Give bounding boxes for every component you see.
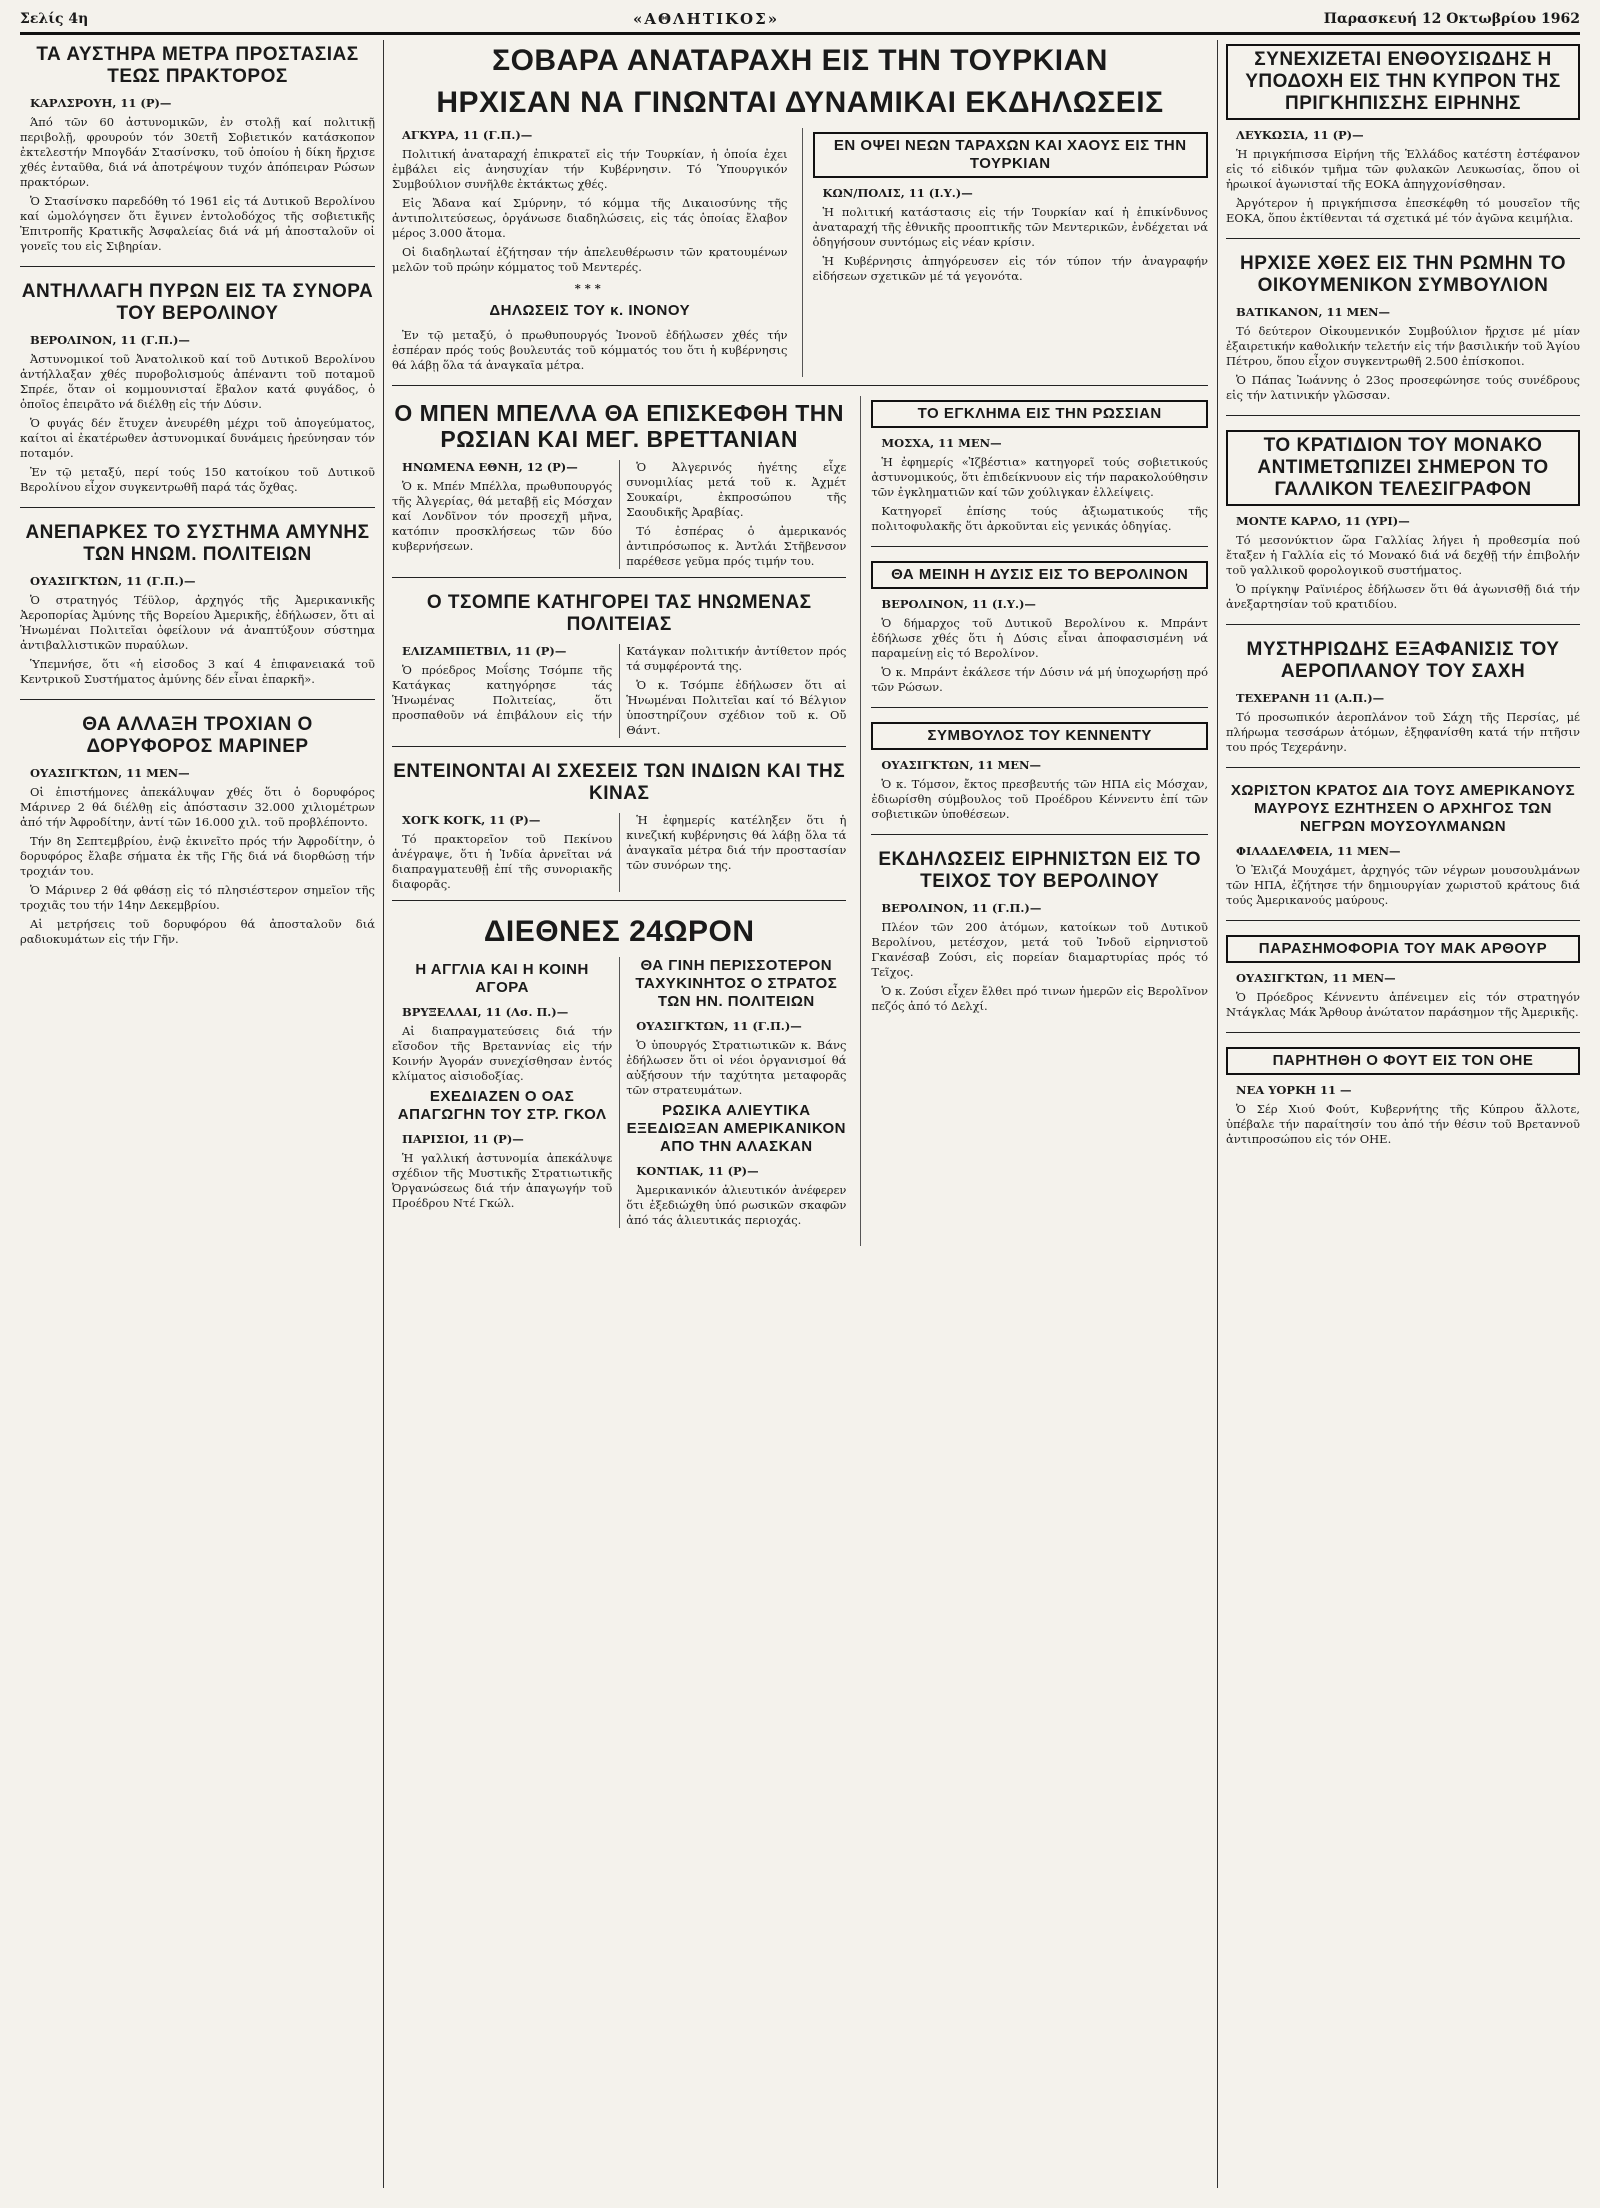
dateline: ΠΑΡΙΣΙΟΙ, 11 (Ρ)— — [402, 1132, 524, 1146]
paragraph: Τό μεσονύκτιον ὥρα Γαλλίας λήγει ἡ προθεσμία πού ἔταξεν ἡ Γαλλία εἰς τό Μονακό διά νά δεχθῇ τήν ἐπιβολήν τοῦ γαλλικοῦ φορολογικοῦ συστήματος. — [1226, 533, 1580, 577]
paragraph: Ἡ πολιτική κατάστασις εἰς τήν Τουρκίαν καί ἡ ἐπικίνδυνος ἀναταραχή τῆς ἐθνικῆς προοπτικῆς τῶν Μεντερικῶν, ἐνδέχεται νά ὁδηγήσουν συντόμως εἰς νέαν κρίσιν. — [812, 205, 1208, 249]
paragraph: Ὁ πρίγκηψ Ραϊνιέρος ἐδήλωσεν ὅτι θά ἀγωνισθῇ διά τήν ἀνεξαρτησίαν τοῦ κρατιδίου. — [1226, 582, 1580, 611]
headline: ΔΗΛΩΣΕΙΣ ΤΟΥ κ. ΙΝΟΝΟΥ — [489, 302, 691, 319]
article-black-muslims — [1226, 778, 1580, 921]
dateline: ΟΥΑΣΙΓΚΤΩΝ, 11 (Γ.Π.)— — [636, 1019, 802, 1033]
article-karlsruhe — [20, 40, 375, 267]
paragraph: Ὁ Πάπας Ἰωάννης ὁ 23ος προσεφώνησε τούς συνέδρους εἰς τήν λατινικήν γλῶσσαν. — [1226, 373, 1580, 402]
section-world-24h — [392, 911, 846, 1236]
dateline: ΟΥΑΣΙΓΚΤΩΝ, 11 ΜΕΝ— — [881, 758, 1042, 772]
article-india-china — [392, 757, 846, 901]
paragraph: Ἀστυνομικοί τοῦ Ἀνατολικοῦ καί τοῦ Δυτικοῦ Βερολίνου ἀντήλλαξαν χθές πυροβολισμούς ἀπέναντι τοῦ ποταμοῦ Σπρέε, ὅταν οἱ κομμουνισταί ἔβαλον κατά φυγάδος, ὁ ὁποῖος ἐπειρᾶτο νά διέλθῃ εἰς τήν Δύσιν. — [20, 352, 375, 411]
left-column — [20, 40, 375, 2188]
dateline: ΕΛΙΖΑΜΠΕΤΒΙΛ, 11 (Ρ)— — [402, 644, 567, 658]
headline: ΑΝΕΠΑΡΚΕΣ ΤΟ ΣΥΣΤΗΜΑ ΑΜΥΝΗΣ ΤΩΝ ΗΝΩΜ. ΠΟΛΙΤΕΙΩΝ — [25, 522, 370, 565]
section-title: ΔΙΕΘΝΕΣ 24ΩΡΟΝ — [483, 915, 755, 948]
paragraph: Ὁ κ. Μπέν Μπέλλα, πρωθυπουργός τῆς Ἀλγερίας, θά μεταβῇ εἰς Μόσχαν καί Λονδῖνον τόν προσεχῆ μῆνα, κατόπιν προσκλήσεως τῶν δύο κυβερνήσεων. — [392, 479, 613, 553]
center-columns — [392, 40, 1208, 2188]
paragraph: Ὁ κ. Τσόμπε ἐδήλωσεν ὅτι αἱ Ἡνωμέναι Πολιτεῖαι καί τό Βέλγιον ὑποστηρίζουν σχέδιον τοῦ κ. Οὔ Θάντ. — [626, 678, 847, 737]
issue-date: Παρασκευή 12 Οκτωβρίου 1962 — [1323, 11, 1580, 27]
headline: ΤΑ ΑΥΣΤΗΡΑ ΜΕΤΡΑ ΠΡΟΣΤΑΣΙΑΣ ΤΕΩΣ ΠΡΑΚΤΟΡΟΣ — [36, 44, 359, 87]
dateline: ΚΟΝΤΙΑΚ, 11 (Ρ)— — [636, 1164, 759, 1178]
paragraph: Τό προσωπικόν ἀεροπλάνον τοῦ Σάχη τῆς Περσίας, μέ πλήρωμα τεσσάρων ἀτόμων, ἐξηφανίσθη κατά τήν πτῆσιν του πρός Τεχεράνην. — [1226, 710, 1580, 754]
headline: ΣΥΜΒΟΥΛΟΣ ΤΟΥ ΚΕΝΝΕΝΤΥ — [871, 722, 1208, 750]
paragraph: Ὁ στρατηγός Τέϋλορ, ἀρχηγός τῆς Ἀμερικανικῆς Ἀεροπορίας Ἀμύνης τῆς Βορείου Ἀμερικῆς, ἐδήλωσεν, ὅτι αἱ Ἡνωμέναι Πολιτεῖαι ὀφείλουν νά ἀναπτύξουν σύστημα ἀντιβαλλιστικῶν πυραύλων. — [20, 593, 375, 652]
article-us-defense — [20, 518, 375, 700]
paragraph: Ὁ Στασίνσκυ παρεδόθη τό 1961 εἰς τά Δυτικοῦ Βερολίνου καί ὡμολόγησεν ὅτι ἔγινεν ἐντολοδόχος τῆς σοβιετικῆς Ἐπιτροπῆς Κρατικῆς Ἀσφαλείας διά νά μή ἀποσταλοῦν οἱ γονεῖς του εἰς Σιβηρίαν. — [20, 194, 375, 253]
dateline: ΒΡΥΞΕΛΛΑΙ, 11 (Λσ. Π.)— — [402, 1005, 569, 1019]
headline: ΠΑΡΑΣΗΜΟΦΟΡΙΑ ΤΟΥ ΜΑΚ ΑΡΘΟΥΡ — [1226, 935, 1580, 963]
article-berlin-fire — [20, 277, 375, 508]
dateline: ΦΙΛΑΔΕΛΦΕΙΑ, 11 ΜΕΝ— — [1236, 844, 1401, 858]
article-ecumenical-council — [1226, 249, 1580, 416]
page-number: Σελίς 4η — [20, 11, 89, 27]
paragraph: Εἰς Ἄδανα καί Σμύρνην, τό κόμμα τῆς Δικαιοσύνης τῆς ἀντιπολιτεύσεως, ὀργάνωσε διαδηλώσεις, εἰς τάς ὁποίας ἔλαβον μέρος 3.000 ἄτομα. — [392, 196, 788, 240]
article-west-berlin — [871, 557, 1208, 708]
column-rule — [383, 40, 384, 2188]
paragraph: Πολιτική ἀναταραχή ἐπικρατεῖ εἰς τήν Τουρκίαν, ἡ ὁποία ἐχει ἐμβάλει εἰς ἀνησυχίαν τήν Κυβέρνησιν. Τό Ὑπουργικόν Συμβούλιον συνῆλθε ἐκτάκτως χθές. — [392, 147, 788, 191]
headline: ΜΥΣΤΗΡΙΩΔΗΣ ΕΞΑΦΑΝΙΣΙΣ ΤΟΥ ΑΕΡΟΠΛΑΝΟΥ ΤΟΥ ΣΑΧΗ — [1246, 639, 1560, 682]
paragraph: Ἀμερικανικόν ἁλιευτικόν ἀνέφερεν ὅτι ἐξεδιώχθη ὑπό ρωσικῶν σκαφῶν ἀπό τάς ἁλιευτικάς περιοχάς. — [626, 1183, 847, 1227]
dateline: ΒΕΡΟΛΙΝΟΝ, 11 (Ι.Υ.)— — [881, 597, 1036, 611]
dateline: ΚΩΝ/ΠΟΛΙΣ, 11 (Ι.Υ.)— — [822, 186, 973, 200]
article-shah-plane — [1226, 635, 1580, 768]
headline: ΕΧΕΔΙΑΖΕΝ Ο ΟΑΣ ΑΠΑΓΩΓΗΝ ΤΟΥ ΣΤΡ. ΓΚΟΛ — [397, 1088, 607, 1123]
paragraph: Ἡ Κυβέρνησις ἀπηγόρευσεν εἰς τόν τύπον τήν ἀναγραφήν εἰδήσεων σχετικῶν μέ τά γεγονότα. — [812, 254, 1208, 283]
paragraph: Ὁ Σέρ Χιού Φούτ, Κυβερνήτης τῆς Κύπρου ἄλλοτε, ὑπέβαλε τήν παραίτησίν του ἀπό τήν θέσιν τοῦ Βρεταννοῦ ἀντιπροσώπου εἰς τόν ΟΗΕ. — [1226, 1102, 1580, 1146]
center-left-stack — [392, 396, 846, 1246]
article-cyprus-princess — [1226, 40, 1580, 239]
newspaper-title: «ΑΘΛΗΤΙΚΟΣ» — [632, 10, 780, 28]
dateline: ΧΟΓΚ ΚΟΓΚ, 11 (Ρ)— — [402, 813, 541, 827]
dateline: ΟΥΑΣΙΓΚΤΩΝ, 11 ΜΕΝ— — [1236, 971, 1396, 985]
column-rule — [1217, 40, 1218, 2188]
dateline: ΜΟΝΤΕ ΚΑΡΛΟ, 11 (ΥΡΙ)— — [1236, 514, 1410, 528]
paragraph: Οἱ διαδηλωταί ἐζήτησαν τήν ἀπελευθέρωσιν τῶν κρατουμένων μελῶν τοῦ πρώην κόμματος τοῦ Μεντερές. — [392, 245, 788, 274]
lead-story — [392, 128, 788, 377]
headline: ΕΚΔΗΛΩΣΕΙΣ ΕΙΡΗΝΙΣΤΩΝ ΕΙΣ ΤΟ ΤΕΙΧΟΣ ΤΟΥ ΒΕΡΟΛΙΝΟΥ — [878, 849, 1202, 892]
masthead — [20, 6, 1580, 35]
dateline: ΟΥΑΣΙΓΚΤΩΝ, 11 (Γ.Π.)— — [30, 574, 196, 588]
paragraph: Κατηγορεῖ ἐπίσης τούς ἀξιωματικούς τῆς πολιτοφυλακῆς ὅτι ἀρκοῦνται εἰς γενικάς ὁδηγίας. — [871, 504, 1208, 533]
dateline: ΑΓΚΥΡΑ, 11 (Γ.Π.)— — [402, 128, 533, 142]
paragraph: Ὁ κ. Ζούσι εἶχεν ἔλθει πρό τινων ἡμερῶν εἰς Βερολῖνον πεζός ἀπό τό Δελχί. — [871, 984, 1208, 1013]
paragraph: Ὁ κ. Μπράντ ἐκάλεσε τήν Δύσιν νά μή ὑποχωρήσῃ πρό τῶν Ρώσων. — [871, 665, 1208, 694]
paragraph: Αἱ διαπραγματεύσεις διά τήν εἴσοδον τῆς Βρεταννίας εἰς τήν Κοινήν Ἀγοράν συνεχίσθησαν ἐντός κλίματος αἰσιοδοξίας. — [392, 1024, 613, 1083]
dateline: ΚΑΡΛΣΡΟΥΗ, 11 (Ρ)— — [30, 96, 172, 110]
headline: ΘΑ ΜΕΙΝΗ Η ΔΥΣΙΣ ΕΙΣ ΤΟ ΒΕΡΟΛΙΝΟΝ — [871, 561, 1208, 589]
dateline: ΟΥΑΣΙΓΚΤΩΝ, 11 ΜΕΝ— — [30, 766, 190, 780]
article-peace-wall — [871, 845, 1208, 1026]
headline: ΠΑΡΗΤΗΘΗ Ο ΦΟΥΤ ΕΙΣ ΤΟΝ ΟΗΕ — [1226, 1047, 1580, 1075]
article-ben-bella — [392, 396, 846, 578]
paragraph: Ἡ γαλλική ἀστυνομία ἀπεκάλυψε σχέδιον τῆς Μυστικῆς Στρατιωτικῆς Ὀργανώσεως διά τήν ἀπαγωγήν τοῦ Προέδρου Ντέ Γκώλ. — [392, 1151, 613, 1210]
dateline: ΤΕΧΕΡΑΝΗ 11 (Α.Π.)— — [1236, 691, 1385, 705]
dateline: ΜΟΣΧΑ, 11 ΜΕΝ— — [881, 436, 1002, 450]
article-mariner — [20, 710, 375, 959]
paragraph: Οἱ ἐπιστήμονες ἀπεκάλυψαν χθές ὅτι ὁ δορυφόρος Μάρινερ 2 θά διέλθῃ εἰς ἀπόστασιν 32.000 χιλιομέτρων ἀπό τήν Ἀφροδίτην, ἀντί τῶν 16.000 χιλ. τοῦ προβλέποντο. — [20, 785, 375, 829]
dateline: ΒΑΤΙΚΑΝΟΝ, 11 ΜΕΝ— — [1236, 305, 1391, 319]
headline: ΣΥΝΕΧΙΖΕΤΑΙ ΕΝΘΟΥΣΙΩΔΗΣ Η ΥΠΟΔΟΧΗ ΕΙΣ ΤΗΝ ΚΥΠΡΟΝ ΤΗΣ ΠΡΙΓΚΗΠΙΣΣΗΣ ΕΙΡΗΝΗΣ — [1226, 44, 1580, 120]
article-tshombe — [392, 588, 846, 747]
paragraph: Ἐν τῷ μεταξύ, ὁ πρωθυπουργός Ἰνονοῦ ἐδήλωσεν χθές τήν ἐσπέραν πρός τούς βουλευτάς τοῦ κόμματός του ὅτι ἡ κυβέρνησις θά λάβῃ ὅλα τά ἀναγκαῖα μέτρα. — [392, 328, 788, 372]
dateline: ΒΕΡΟΛΙΝΟΝ, 11 (Γ.Π.)— — [30, 333, 190, 347]
paragraph: Ἡ ἐφημερίς «Ἰζβέστια» κατηγορεῖ τούς σοβιετικούς ἀστυνομικούς, ὅτι ἐπιδείκνυουν εἰς τήν παρακολούθησιν τῶν ἐγκληματιῶν καί τῶν χούλιγκαν ἐλλείψεις. — [871, 455, 1208, 499]
paragraph: Τό ἐσπέρας ὁ ἀμερικανός ἀντιπρόσωπος κ. Ἀντλάι Στῆβενσον παρέθεσε γεῦμα πρός τιμήν του. — [626, 524, 847, 568]
headline: ΘΑ ΓΙΝΗ ΠΕΡΙΣΣΟΤΕΡΟΝ ΤΑΧΥΚΙΝΗΤΟΣ Ο ΣΤΡΑΤΟΣ ΤΩΝ ΗΝ. ΠΟΛΙΤΕΙΩΝ — [635, 957, 838, 1010]
right-column — [1226, 40, 1580, 2188]
banner-headline-line1: ΣΟΒΑΡΑ ΑΝΑΤΑΡΑΧΗ ΕΙΣ ΤΗΝ ΤΟΥΡΚΙΑΝ — [492, 44, 1108, 77]
paragraph: Ὁ Ἀλγερινός ἡγέτης εἶχε συνομιλίας μετά τοῦ κ. Ἀχμέτ Σουκαίρι, ἐκπροσώπου τῆς Σαουδικῆς Ἀραβίας. — [626, 460, 847, 519]
dateline: ΒΕΡΟΛΙΝΟΝ, 11 (Γ.Π.)— — [881, 901, 1042, 915]
paragraph: Ἡ πριγκήπισσα Εἰρήνη τῆς Ἑλλάδος κατέστη ἐστέφανον εἰς τό εἰδικόν τμῆμα τῶν φυλακῶν Λευκωσίας, ὅπου οἱ ἡρωικοί ἀγωνισταί τῆς ΕΟΚΑ ἀπηγχονίσθησαν. — [1226, 147, 1580, 191]
separator: *** — [574, 281, 605, 295]
headline: Ο ΤΣΟΜΠΕ ΚΑΤΗΓΟΡΕΙ ΤΑΣ ΗΝΩΜΕΝΑΣ ΠΟΛΙΤΕΙΑΣ — [426, 592, 812, 635]
paragraph: Ἐν τῷ μεταξύ, περί τούς 150 κατοίκου τοῦ Δυτικοῦ Βερολίνου εἶχον συγκεντρωθῆ παρά τάς ὄχθας. — [20, 465, 375, 494]
article-crime-russia — [871, 396, 1208, 547]
paragraph: Αἱ μετρήσεις τοῦ δορυφόρου θά ἀποσταλοῦν διά ραδιοκυμάτων εἰς τήν Γῆν. — [20, 917, 375, 946]
article-kennedy-advisor — [871, 718, 1208, 835]
paragraph: Ὑπεμνήσε, ὅτι «ἡ εἰσοδος 3 καί 4 ἐπιφανειακά τοῦ Κεντρικοῦ Συστήματος ἀμύνης δέν εἶναι ἐπαρκῆ». — [20, 657, 375, 686]
headline: ΡΩΣΙΚΑ ΑΛΙΕΥΤΙΚΑ ΕΞΕΔΙΩΞΑΝ ΑΜΕΡΙΚΑΝΙΚΟΝ ΑΠΟ ΤΗΝ ΑΛΑΣΚΑΝ — [626, 1102, 846, 1155]
headline: Ο ΜΠΕΝ ΜΠΕΛΛΑ ΘΑ ΕΠΙΣΚΕΦΘΗ ΤΗΝ ΡΩΣΙΑΝ ΚΑΙ ΜΕΓ. ΒΡΕΤΤΑΝΙΑΝ — [394, 400, 844, 452]
paragraph: Ὁ Ἐλιζά Μουχάμετ, ἀρχηγός τῶν νέγρων μουσουλμάνων τῶν ΗΠΑ, ἐζήτησε τήν δημιουργίαν χωριστοῦ κράτους διά τούς Ἀμερικανούς μαύρους. — [1226, 863, 1580, 907]
article-turkey-lead — [392, 40, 1208, 386]
paragraph: Ὁ Μάρινερ 2 θά φθάσῃ εἰς τό πλησιέστερον σημεῖον τῆς τροχιᾶς του τήν 14ην Δεκεμβρίου. — [20, 883, 375, 912]
article-monaco — [1226, 426, 1580, 625]
paragraph: Ὁ φυγάς δέν ἔτυχεν ἀνευρέθη μέχρι τοῦ ἀπογεύματος, καίτοι αἱ ἐκατέρωθεν ἀστυνομικαί δυνάμεις ἠρεύνησαν τόν ποταμόν. — [20, 416, 375, 460]
headline: ΧΩΡΙΣΤΟΝ ΚΡΑΤΟΣ ΔΙΑ ΤΟΥΣ ΑΜΕΡΙΚΑΝΟΥΣ ΜΑΥΡΟΥΣ ΕΖΗΤΗΣΕΝ Ο ΑΡΧΗΓΟΣ ΤΩΝ ΝΕΓΡΩΝ ΜΟΥΣΟΥΛΜΑΝΩΝ — [1230, 782, 1576, 835]
headline: Η ΑΓΓΛΙΑ ΚΑΙ Η ΚΟΙΝΗ ΑΓΟΡΑ — [415, 961, 589, 996]
paragraph: Τό πρακτορεῖον τοῦ Πεκίνου ἀνέγραψε, ὅτι ἡ Ἰνδία ἀρνεῖται νά διαπραγματευθῇ ἐπί τῆς συνοριακῆς διαφορᾶς. — [392, 832, 613, 891]
sub-story — [802, 128, 1209, 377]
article-macarthur — [1226, 931, 1580, 1033]
paragraph: Τήν 8η Σεπτεμβρίου, ἐνῷ ἐκινεῖτο πρός τήν Ἀφροδίτην, ὁ δορυφόρος ἔλαβε σήματα ἐκ τῆς Γῆς διά νά διορθώσῃ τήν τροχιάν του. — [20, 834, 375, 878]
dateline: ΗΝΩΜΕΝΑ ΕΘΝΗ, 12 (Ρ)— — [402, 460, 578, 474]
paragraph: Τό δεύτερον Οἰκουμενικόν Συμβούλιον ἤρχισε μέ μίαν ἐξαιρετικήν καθολικήν τελετήν εἰς τήν βασιλικήν τοῦ Ἁγίου Πέτρου, ὅπου εἶχον συγκεντρωθῆ 2.500 ἐπίσκοποι. — [1226, 324, 1580, 368]
headline: ΑΝΤΗΛΛΑΓΗ ΠΥΡΩΝ ΕΙΣ ΤΑ ΣΥΝΟΡΑ ΤΟΥ ΒΕΡΟΛΙΝΟΥ — [21, 281, 374, 324]
paragraph: Ὁ δήμαρχος τοῦ Δυτικοῦ Βερολίνου κ. Μπράντ ἐδήλωσε χθές ὅτι ἡ Δύσις εἶναι ἀποφασισμένη νά παραμείνῃ εἰς τό Βερολίνον. — [871, 616, 1208, 660]
paragraph: Άπό τῶν 60 ἀστυνομικῶν, ἐν στολῇ καί πολιτικῇ περιβολῇ, φρουρούν τόν 30ετῆ Σοβιετικόν κατάσκοπον ἐκτελεστήν Μπογδάν Στασίνσκυ, τοῦ ὁποίου ἡ δίκη ἤρχισε χθές ἐνταῦθα, διά νά ἀποτρέψουν τυχόν ἀπόπειραν Ρώσων πρακτόρων. — [20, 115, 375, 189]
headline: ΤΟ ΕΓΚΛΗΜΑ ΕΙΣ ΤΗΝ ΡΩΣΣΙΑΝ — [871, 400, 1208, 428]
dateline: ΛΕΥΚΩΣΙΑ, 11 (Ρ)— — [1236, 128, 1364, 142]
headline: ΗΡΧΙΣΕ ΧΘΕΣ ΕΙΣ ΤΗΝ ΡΩΜΗΝ ΤΟ ΟΙΚΟΥΜΕΝΙΚΟΝ ΣΥΜΒΟΥΛΙΟΝ — [1240, 253, 1566, 296]
dateline: ΝΕΑ ΥΟΡΚΗ 11 — — [1236, 1083, 1352, 1097]
paragraph: Πλέον τῶν 200 ἀτόμων, κατοίκων τοῦ Δυτικοῦ Βερολίνου, μετέσχον, μετά τοῦ Ἰνδοῦ εἰρηνιστοῦ Γκανέσαβ Ζούσι, εἰς πορείαν διαμαρτυρίας πρός τό Τεῖχος. — [871, 920, 1208, 979]
center-right-stack — [860, 396, 1208, 1246]
paragraph: Ὁ κ. Τόμσον, ἔκτος πρεσβευτής τῶν ΗΠΑ εἰς Μόσχαν, ἐδιωρίσθη σύμβουλος τοῦ Προέδρου Κέννεντυ ἐπί τῶν σοβιετικῶν ὑποθέσεων. — [871, 777, 1208, 821]
paragraph: Ὁ Πρόεδρος Κέννεντυ ἀπένειμεν εἰς τόν στρατηγόν Ντάγκλας Μάκ Ἄρθουρ ἀνώτατον παράσημον τῆς Ἀμερικῆς. — [1226, 990, 1580, 1019]
headline: ΤΟ ΚΡΑΤΙΔΙΟΝ ΤΟΥ ΜΟΝΑΚΟ ΑΝΤΙΜΕΤΩΠΙΖΕΙ ΣΗΜΕΡΟΝ ΤΟ ΓΑΛΛΙΚΟΝ ΤΕΛΕΣΙΓΡΑΦΟΝ — [1226, 430, 1580, 506]
paragraph: Ὁ πρόεδρος Μοΐσης Τσόμπε τῆς Κατάγκας κατηγόρησε τάς Ἡνωμένας Πολιτείας, ὅτι προσπαθοῦν νά ἐπιβάλουν εἰς τήν Κατάγκαν πολιτικήν ἀντίθετον πρός τά συμφέροντά της. — [392, 644, 847, 722]
banner-headline-line2: ΗΡΧΙΣΑΝ ΝΑ ΓΙΝΩΝΤΑΙ ΔΥΝΑΜΙΚΑΙ ΕΚΔΗΛΩΣΕΙΣ — [436, 86, 1164, 119]
headline: ΘΑ ΑΛΛΑΞΗ ΤΡΟΧΙΑΝ Ο ΔΟΡΥΦΟΡΟΣ ΜΑΡΙΝΕΡ — [82, 714, 313, 757]
article-foot-un — [1226, 1043, 1580, 1159]
paragraph: Ἀργότερον ἡ πριγκήπισσα ἐπεσκέφθη τό μουσεῖον τῆς ΕΟΚΑ, ὅπου ἐκτίθενται τά σχετικά μέ τόν ἀγῶνα κειμήλια. — [1226, 196, 1580, 225]
headline: ΕΝ ΟΨΕΙ ΝΕΩΝ ΤΑΡΑΧΩΝ ΚΑΙ ΧΑΟΥΣ ΕΙΣ ΤΗΝ ΤΟΥΡΚΙΑΝ — [813, 132, 1209, 178]
paragraph: Ἡ ἐφημερίς κατέληξεν ὅτι ἡ κινεζική κυβέρνησις θά λάβῃ ὅλα τά ἀναγκαῖα μέτρα διά τήν προστασίαν τῶν συνόρων της. — [626, 813, 847, 872]
headline: ΕΝΤΕΙΝΟΝΤΑΙ ΑΙ ΣΧΕΣΕΙΣ ΤΩΝ ΙΝΔΙΩΝ ΚΑΙ ΤΗΣ ΚΙΝΑΣ — [393, 761, 846, 804]
paragraph: Ὁ ὑπουργός Στρατιωτικῶν κ. Βάνς ἐδήλωσεν ὅτι οἱ νέοι ὀργανισμοί θά αὐξήσουν τήν ταχύτητα μεταφορᾶς τῶν στρατευμάτων. — [626, 1038, 847, 1097]
